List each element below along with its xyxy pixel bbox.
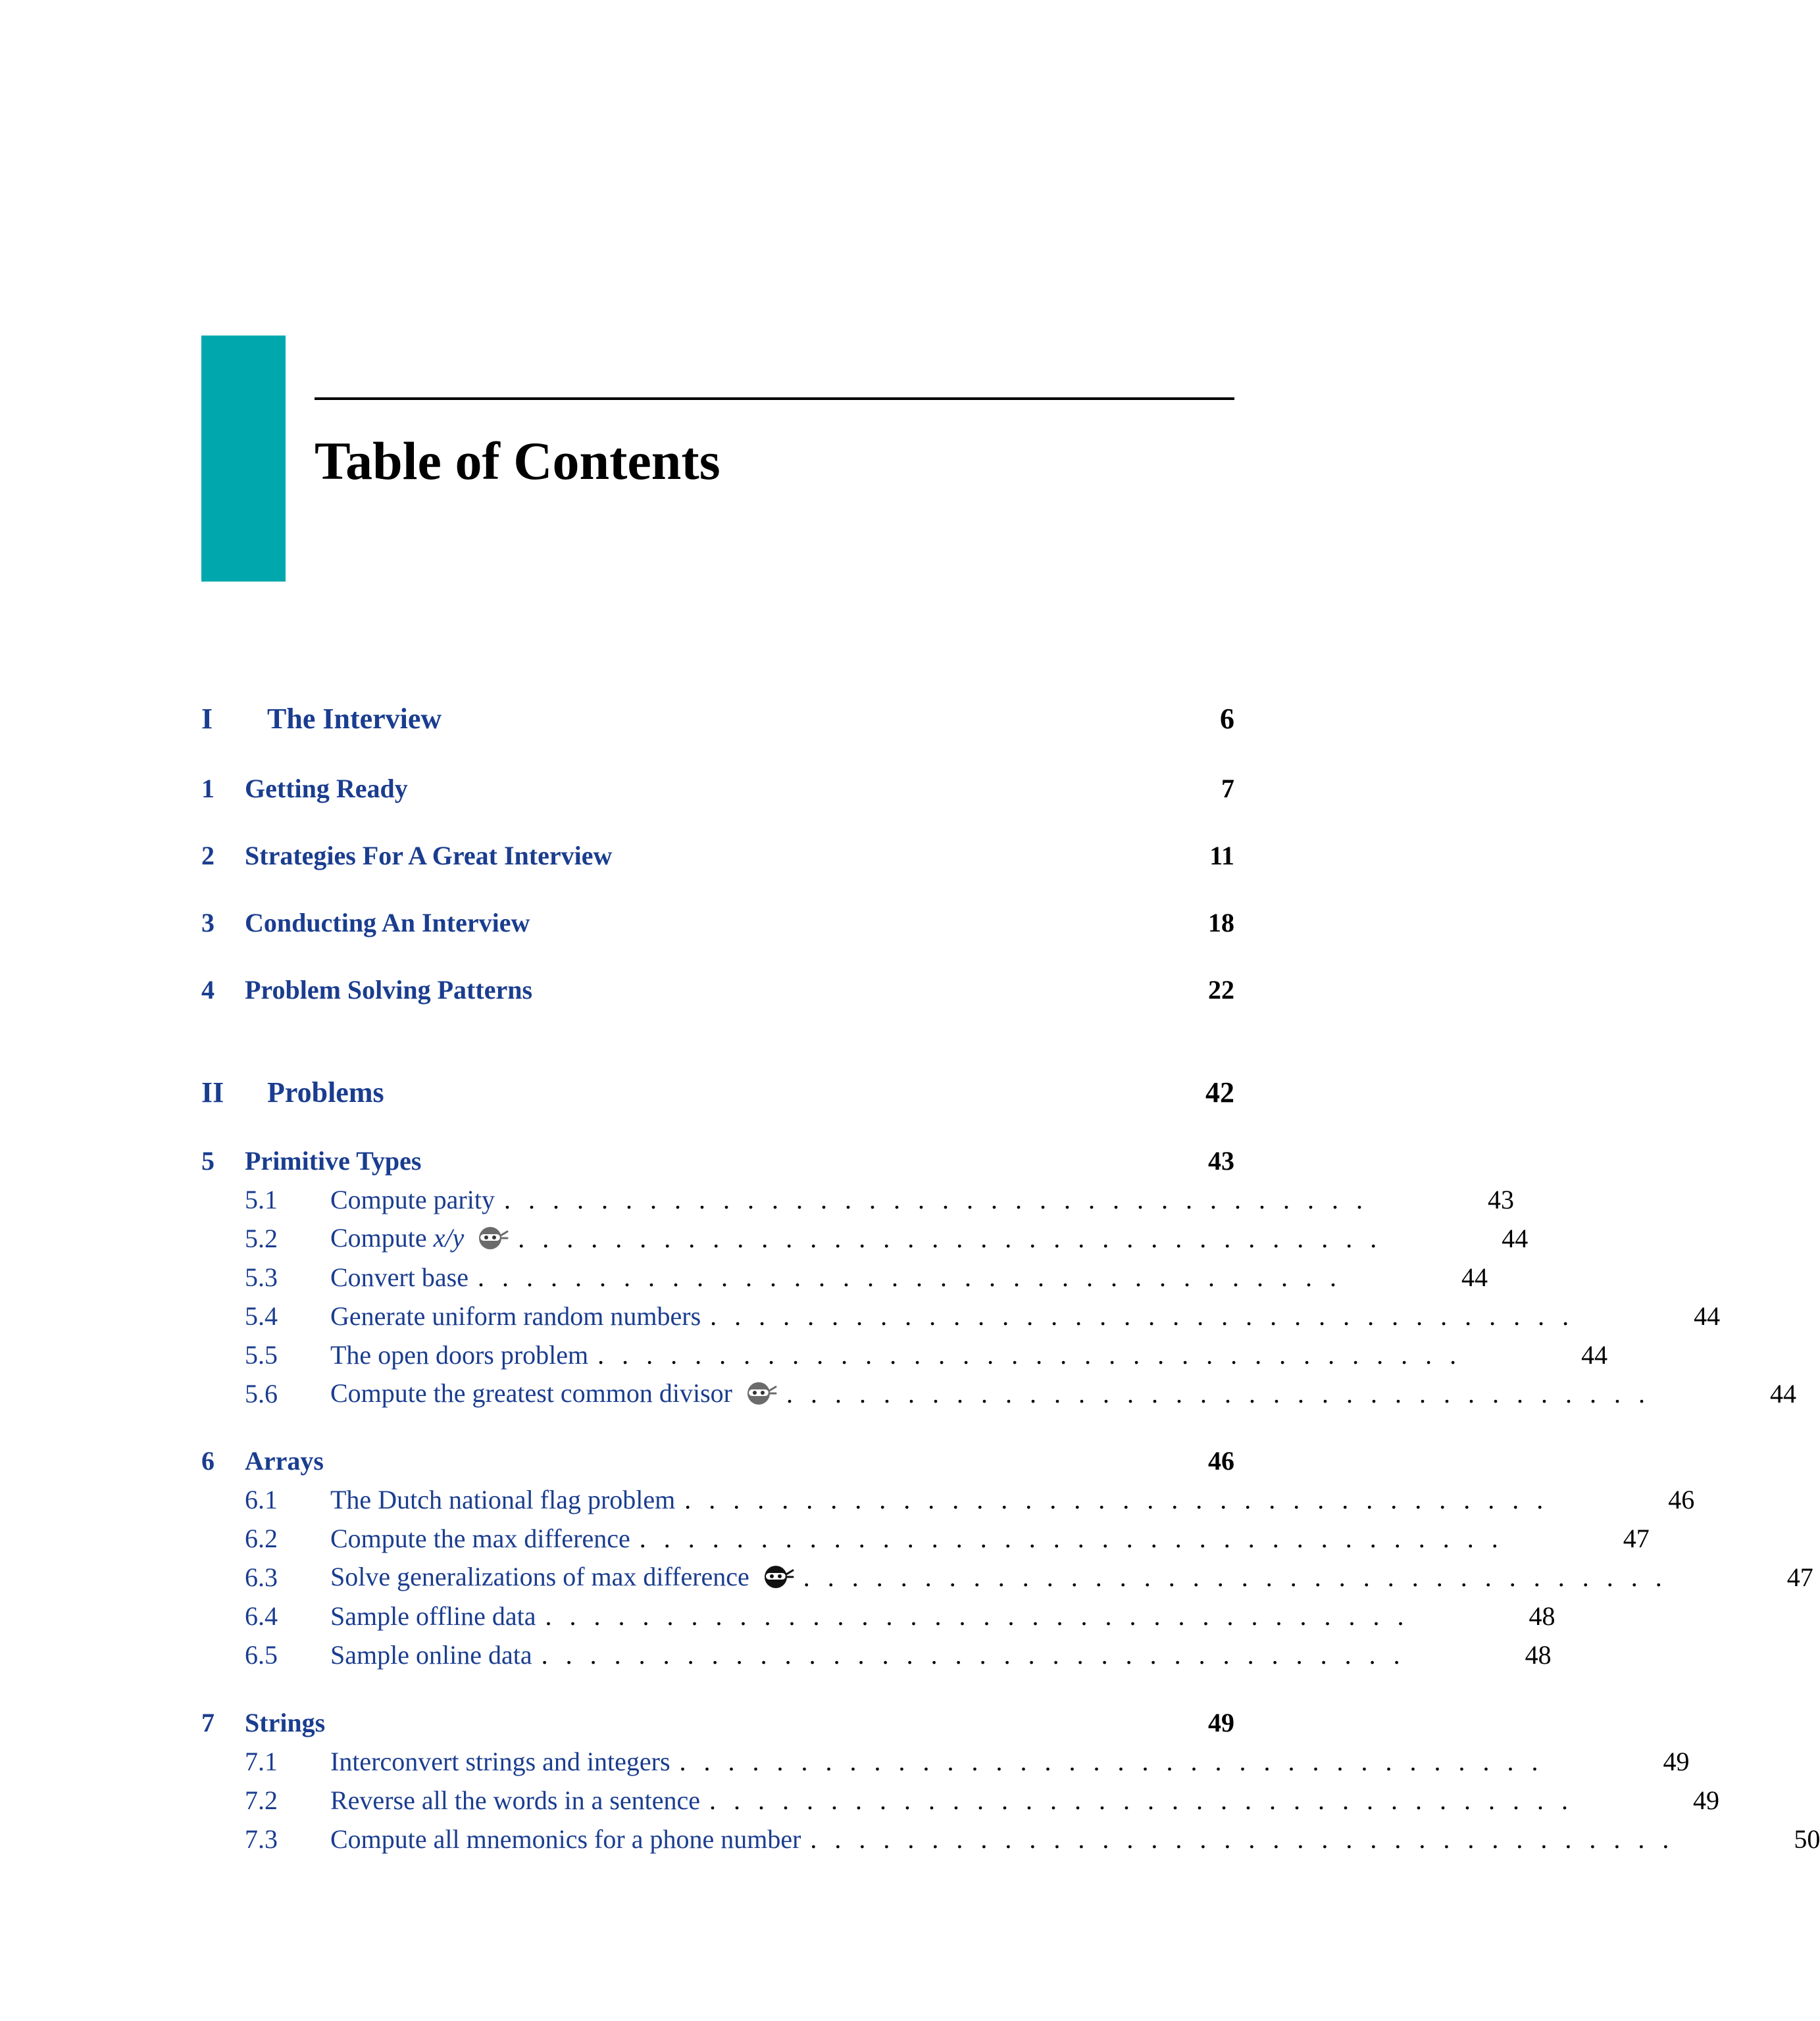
section-number: 5.2	[245, 1223, 278, 1253]
page-number: 6	[1220, 702, 1234, 735]
page-number: 48	[1525, 1639, 1552, 1670]
leader-dots: . . . . . . . . . . . . . . . . . . . . . . . . . . . . . . . . . . . .	[545, 1601, 1404, 1631]
title-rule	[315, 397, 1234, 400]
page-number: 18	[1208, 907, 1234, 937]
toc-section-7-1[interactable]	[245, 1741, 1690, 1781]
page-number: 49	[1208, 1707, 1234, 1737]
page-number: 44	[1694, 1301, 1721, 1331]
chapter-title: Problem Solving Patterns	[245, 974, 533, 1005]
part-number: II	[201, 1076, 224, 1109]
leader-dots: . . . . . . . . . . . . . . . . . . . . . . . . . . . . . . . . . . . .	[684, 1484, 1544, 1514]
leader-dots: . . . . . . . . . . . . . . . . . . . . . . . . . . . . . . . . . . . .	[709, 1785, 1569, 1815]
section-title: Compute parity	[330, 1184, 495, 1214]
section-title-text: Solve generalizations of max difference	[330, 1562, 749, 1592]
section-number: 5.3	[245, 1262, 278, 1292]
leader-dots: . . . . . . . . . . . . . . . . . . . . . . . . . . . . . . . . . . . .	[810, 1824, 1669, 1854]
section-title	[330, 1222, 509, 1254]
chapter-number: 3	[201, 907, 215, 937]
section-number: 6.4	[245, 1601, 278, 1631]
page-title: Table of Contents	[315, 431, 720, 491]
page-number: 42	[1205, 1076, 1234, 1109]
ninja-hard-icon	[763, 1564, 794, 1590]
chapter-number: 7	[201, 1707, 215, 1737]
section-number: 5.4	[245, 1301, 278, 1331]
section-title: Sample offline data	[330, 1601, 536, 1631]
page-number: 43	[1208, 1145, 1234, 1176]
toc-chapter-7[interactable]	[201, 1703, 1234, 1742]
section-number: 6.1	[245, 1484, 278, 1514]
chapter-number: 5	[201, 1145, 215, 1176]
chapter-number: 4	[201, 974, 215, 1005]
section-title	[330, 1561, 794, 1593]
section-title-text: Compute	[330, 1223, 434, 1253]
page-number: 22	[1208, 974, 1234, 1005]
page-number: 46	[1668, 1484, 1695, 1514]
leader-dots: . . . . . . . . . . . . . . . . . . . . . . . . . . . . . . . . . . . .	[786, 1378, 1645, 1409]
page-number: 44	[1581, 1339, 1608, 1370]
page-number: 44	[1461, 1262, 1488, 1292]
leader-dots: . . . . . . . . . . . . . . . . . . . . . . . . . . . . . . . . . . . .	[503, 1184, 1363, 1214]
leader-dots: . . . . . . . . . . . . . . . . . . . . . . . . . . . . . . . . . . . .	[639, 1523, 1498, 1553]
toc-chapter-3[interactable]	[201, 903, 1234, 942]
ninja-medium-icon	[477, 1225, 509, 1251]
leader-dots: . . . . . . . . . . . . . . . . . . . . . . . . . . . . . . . . . . . .	[679, 1746, 1538, 1776]
chapter-number: 6	[201, 1445, 215, 1476]
page-number: 48	[1529, 1601, 1555, 1631]
toc-part-1[interactable]	[201, 699, 1234, 738]
toc-section-6-3[interactable]	[245, 1557, 1813, 1597]
chapter-title: Getting Ready	[245, 773, 408, 803]
section-number: 6.5	[245, 1639, 278, 1670]
section-title: Sample online data	[330, 1639, 532, 1670]
leader-dots: . . . . . . . . . . . . . . . . . . . . . . . . . . . . . . . . . . . .	[597, 1339, 1457, 1370]
toc-chapter-1[interactable]	[201, 768, 1234, 808]
section-title: The Dutch national flag problem	[330, 1484, 676, 1514]
toc-chapter-6[interactable]	[201, 1441, 1234, 1480]
page-number: 11	[1209, 840, 1234, 870]
chapter-title: Conducting An Interview	[245, 907, 530, 937]
toc-section-6-5[interactable]	[245, 1635, 1552, 1674]
page-number: 49	[1663, 1746, 1690, 1776]
toc-section-5-2[interactable]	[245, 1218, 1529, 1258]
toc-section-5-4[interactable]	[245, 1296, 1721, 1335]
page-number: 44	[1502, 1223, 1529, 1253]
part-title: The Interview	[267, 702, 442, 735]
math-expression: x/y	[433, 1223, 465, 1253]
section-number: 5.5	[245, 1339, 278, 1370]
section-title: The open doors problem	[330, 1339, 589, 1370]
chapter-accent-bar	[201, 336, 286, 582]
toc-section-6-2[interactable]	[245, 1518, 1650, 1558]
section-title	[330, 1378, 777, 1409]
toc-section-6-1[interactable]	[245, 1480, 1695, 1519]
page-number: 44	[1770, 1378, 1796, 1409]
leader-dots: . . . . . . . . . . . . . . . . . . . . . . . . . . . . . . . . . . . .	[803, 1562, 1662, 1592]
section-number: 7.2	[245, 1785, 278, 1815]
section-number: 6.2	[245, 1523, 278, 1553]
chapter-number: 1	[201, 773, 215, 803]
toc-section-5-1[interactable]	[245, 1180, 1514, 1219]
section-title-text: Compute the greatest common divisor	[330, 1378, 732, 1409]
section-title: Compute all mnemonics for a phone number	[330, 1824, 801, 1854]
part-number: I	[201, 702, 213, 735]
toc-section-7-2[interactable]	[245, 1780, 1720, 1820]
section-title: Reverse all the words in a sentence	[330, 1785, 701, 1815]
section-title: Compute the max difference	[330, 1523, 630, 1553]
leader-dots: . . . . . . . . . . . . . . . . . . . . . . . . . . . . . . . . . . . .	[518, 1223, 1377, 1253]
section-title: Generate uniform random numbers	[330, 1301, 701, 1331]
leader-dots: . . . . . . . . . . . . . . . . . . . . . . . . . . . . . . . . . . . .	[710, 1301, 1569, 1331]
page-number: 7	[1221, 773, 1234, 803]
section-number: 5.1	[245, 1184, 278, 1214]
page-number: 50	[1794, 1824, 1820, 1854]
chapter-title: Arrays	[245, 1445, 324, 1476]
part-title: Problems	[267, 1076, 384, 1109]
section-number: 5.6	[245, 1378, 278, 1409]
page-number: 43	[1487, 1184, 1514, 1214]
leader-dots: . . . . . . . . . . . . . . . . . . . . . . . . . . . . . . . . . . . .	[541, 1639, 1400, 1670]
toc-section-5-3[interactable]	[245, 1257, 1488, 1297]
toc-part-2[interactable]	[201, 1072, 1234, 1112]
toc-section-5-5[interactable]	[245, 1335, 1608, 1374]
ninja-medium-icon	[746, 1380, 777, 1407]
page-number: 49	[1693, 1785, 1720, 1815]
section-number: 7.3	[245, 1824, 278, 1854]
page-number: 46	[1208, 1445, 1234, 1476]
leader-dots: . . . . . . . . . . . . . . . . . . . . . . . . . . . . . . . . . . . .	[477, 1262, 1336, 1292]
chapter-number: 2	[201, 840, 215, 870]
toc-section-5-6[interactable]	[245, 1374, 1796, 1413]
toc-chapter-2[interactable]	[201, 836, 1234, 875]
page-number: 47	[1623, 1523, 1650, 1553]
toc-section-7-3[interactable]	[245, 1819, 1820, 1859]
toc-section-6-4[interactable]	[245, 1596, 1555, 1635]
toc-chapter-4[interactable]	[201, 970, 1234, 1009]
section-number: 7.1	[245, 1746, 278, 1776]
section-title: Interconvert strings and integers	[330, 1746, 670, 1776]
section-number: 6.3	[245, 1562, 278, 1592]
chapter-title: Strategies For A Great Interview	[245, 840, 613, 870]
chapter-title: Strings	[245, 1707, 326, 1737]
page-number: 47	[1786, 1562, 1813, 1592]
chapter-title: Primitive Types	[245, 1145, 422, 1176]
section-title: Convert base	[330, 1262, 468, 1292]
toc-chapter-5[interactable]	[201, 1141, 1234, 1180]
